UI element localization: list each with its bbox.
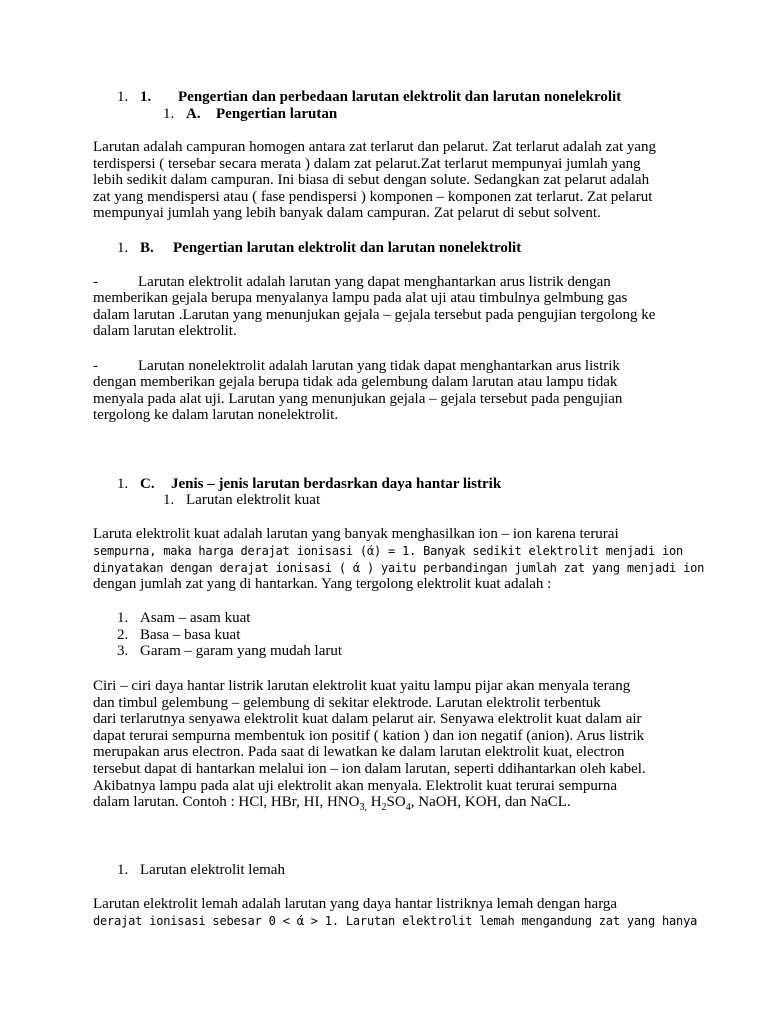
heading-a-letter: A. (186, 106, 201, 122)
subheading-kuat-title: Larutan elektrolit kuat (186, 492, 321, 508)
paragraph-line: mempunyai jumlah yang lebih banyak dalam campuran. Zat pelarut di sebut solvent. (93, 205, 601, 222)
paragraph-line-text: dinyatakan dengan derajat ionisasi ( ά ) yaitu perbandingan jumlah zat yang menjadi ion (93, 561, 705, 575)
paragraph-line: Larutan elektrolit lemah adalah larutan yang daya hantar listriknya lemah dengan harga (93, 896, 618, 912)
heading-a-title: Pengertian larutan (216, 106, 338, 122)
paragraph-line: dan timbul gelembung – gelembung di sekitar elektrode. Larutan elektrolit terbentuk (93, 694, 601, 711)
paragraph-line: merupakan arus electron. Pada saat di lewatkan ke dalam larutan elektrolit kuat, electron (93, 744, 625, 761)
paragraph-line: zat yang mendispersi atau ( fase pendispersi ) komponen – komponen zat terlarut. Zat pelarut (93, 188, 653, 205)
heading-1-number: 1. (117, 89, 129, 105)
paragraph-line: Larutan adalah campuran homogen antara zat terlarut dan pelarut. Zat terlarut adalah zat yang (93, 139, 657, 155)
heading-1-subnumber: 1. (140, 89, 152, 105)
paragraph-line: tergolong ke dalam larutan nonelektrolit. (93, 407, 339, 424)
paragraph-line: dalam larutan .Larutan yang menunjukan gejala – gejala tersebut pada pengujian tergolong ke (93, 306, 656, 323)
bullet-1-line: Larutan elektrolit adalah larutan yang dapat menghantarkan arus listrik dengan (138, 274, 611, 290)
paragraph-line: dengan memberikan gejala berupa tidak ada gelembung dalam larutan atau lampu tidak (93, 374, 618, 390)
bullet-dash: - (93, 358, 98, 374)
heading-b-title: Pengertian larutan elektrolit dan larutan nonelektrolit (173, 240, 522, 256)
paragraph-line: lebih sedikit dalam campuran. Ini biasa di sebut dengan solute. Sedangkan zat pelarut adalah (93, 172, 650, 189)
paragraph-pengertian-larutan (93, 139, 683, 222)
subheading-lemah-number: 1. (117, 862, 129, 878)
bullet-2-line: Larutan nonelektrolit adalah larutan yang tidak dapat menghantarkan arus listrik (138, 358, 620, 374)
paragraph-line: Laruta elektrolit kuat adalah larutan yang banyak menghasilkan ion – ion karena terurai (93, 526, 619, 542)
list-item-number: 1. (117, 610, 129, 626)
heading-c-number: 1. (117, 476, 129, 492)
subheading-lemah-title: Larutan elektrolit lemah (140, 862, 285, 878)
heading-a-number: 1. (163, 106, 175, 122)
paragraph-line-formula: dalam larutan. Contoh : HCl, HBr, HI, $HNO_{3,}$ $H_2SO_4$, NaOH, KOH, dan NaCL. (93, 794, 571, 814)
paragraph-line: terdispersi ( tersebar secara merata ) dalam zat pelarut.Zat terlarut mempunyai jumlah yang (93, 155, 641, 172)
paragraph-ciri-elektrolit-kuat (93, 678, 683, 814)
paragraph-line: memberikan gejala berupa menyalanya lampu pada alat uji atau timbulnya gelmbung gas (93, 290, 628, 306)
list-item: Asam – asam kuat (140, 610, 251, 626)
list-item-number: 3. (117, 643, 129, 659)
bullet-1-continuation (93, 290, 683, 340)
bullet-dash: - (93, 274, 98, 290)
paragraph-line: dapat terurai sempurna membentuk ion positif ( kation ) dan ion negatif (anion). Arus listrik (93, 727, 645, 744)
paragraph-line: dengan jumlah zat yang di hantarkan. Yang tergolong elektrolit kuat adalah : (93, 576, 552, 592)
heading-c-title: Jenis – jenis larutan berdasrkan daya hantar listrik (171, 476, 502, 492)
subheading-kuat-number: 1. (163, 492, 175, 508)
paragraph-line: derajat ionisasi sebesar 0 < ά > 1. Larutan elektrolit lemah mengandung zat yang hanya (93, 914, 698, 928)
heading-1-title: Pengertian dan perbedaan larutan elektrolit dan larutan nonelekrolit (178, 89, 622, 105)
paragraph-line: dalam larutan elektrolit. (93, 323, 237, 340)
paragraph-line: sempurna, maka harga derajat ionisasi (ά) = 1. Banyak sedikit elektrolit menjadi ion (93, 544, 684, 558)
paragraph-line: Ciri – ciri daya hantar listrik larutan elektrolit kuat yaitu lampu pijar akan menyala terang (93, 678, 631, 694)
list-item: Garam – garam yang mudah larut (140, 643, 343, 659)
heading-b-letter: B. (140, 240, 154, 256)
paragraph-line: Akibatnya lampu pada alat uji elektrolit akan menyala. Elektrolit kuat terurai sempurna (93, 777, 617, 794)
paragraph-line (93, 560, 704, 577)
heading-b-number: 1. (117, 240, 129, 256)
bullet-2-continuation (93, 374, 683, 424)
list-item: Basa – basa kuat (140, 627, 241, 643)
paragraph-line: tersebut dapat di hantarkan melalui ion – ion dalam larutan, seperti ddihantarkan oleh kabel. (93, 760, 646, 777)
list-item-number: 2. (117, 627, 129, 643)
paragraph-line: dari terlarutnya senyawa elektrolit kuat dalam pelarut air. Senyawa elektrolit kuat dalam air (93, 711, 642, 728)
heading-c-letter: C. (140, 476, 155, 492)
paragraph-line: menyala pada alat uji. Larutan yang menunjukan gejala – gejala tersebut pada pengujian (93, 390, 623, 407)
